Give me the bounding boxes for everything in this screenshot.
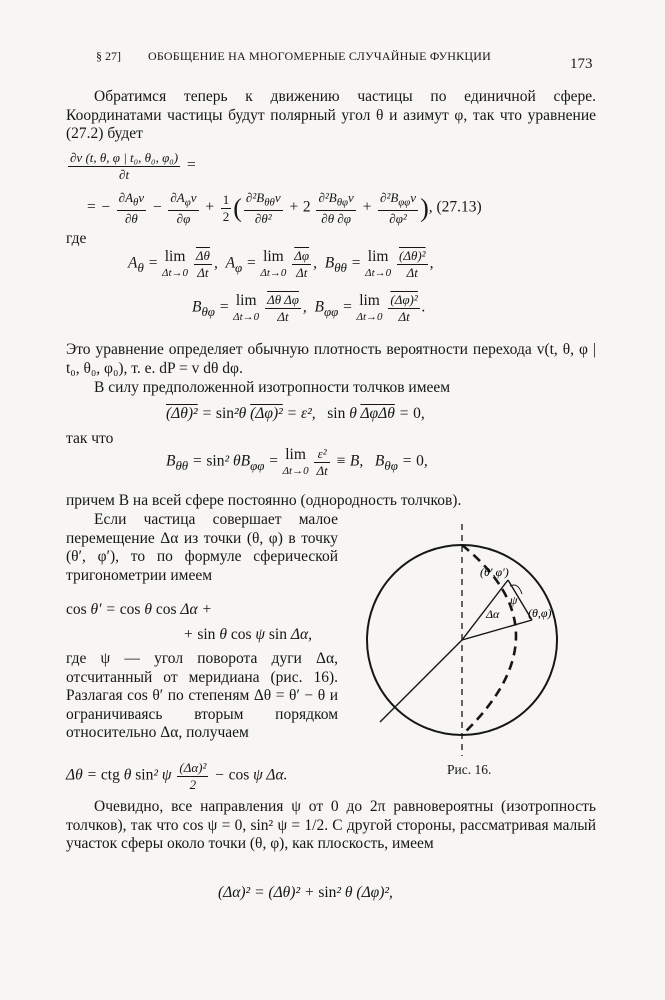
paragraph-directions: Очевидно, все направления ψ от 0 до 2π равновероятны (изотропность толчков), так что cos ψ = 0, sin² ψ = 1/2. С другой стороны, рассматривая малый участок сферы около точки (θ, φ), как плоскость, имеем (66, 798, 596, 853)
figure-16-sphere (340, 522, 600, 758)
paragraph-homogeneity: причем B на всей сфере постоянно (однородность толчков). (66, 492, 462, 509)
label-psi: ψ (510, 593, 518, 607)
phrase-so-that: так что (66, 430, 114, 447)
paragraph-isotropy: В силу предположенной изотропности толчков имеем (94, 379, 451, 396)
label-delta-alpha: Δα (486, 607, 500, 621)
equation-plane-approx: (Δα)² = (Δθ)² + sin² θ (Δφ)², (218, 884, 393, 901)
paragraph-density: Это уравнение определяет обычную плотность вероятности перехода v(t, θ, φ | t₀, θ₀, φ₀), т. е. dP = v dθ dφ. (66, 341, 596, 377)
equation-b-constant: $B_{\theta\theta} = \sin^2$ $\theta B_{\varphi\varphi}$ = lim Δt→0 $\frac{\text{ε²}}{\Delta t}$ ≡ B, $B_{\theta\varphi} = 0$, (166, 446, 428, 478)
figure-caption: Рис. 16. (447, 762, 492, 777)
equation-coefficients-1: $A_\theta$ = lim Δt→0 $\frac{\overline{\Delta\theta}}{\Delta t}$ , $A_\varphi$ = lim Δt→0 $\frac{\overline{\Delta\varphi}}{\Delta t}$ , $B_{\theta\theta}$ = lim Δt→0 $\frac{\text{(Δθ)²}}{\Delta t}$ , (128, 248, 434, 280)
equation-coefficients-2: $B_{\theta\varphi}$ = lim Δt→0 $\frac{\text{Δθ Δφ}}{\Delta t}$ , $B_{\varphi\varphi}$ = lim Δt→0 $\frac{\text{(Δφ)²}}{\Delta t}$ . (192, 292, 426, 324)
equation-27-13-lhs: $\frac{\text{∂v (t, θ, φ | t₀, θ₀, φ₀)}}{\partial t}$ = (70, 150, 197, 182)
equation-number: (27.13) (436, 198, 482, 216)
equation-spherical-trig-1: cos θ′ = cos θ cos Δα + (66, 601, 212, 618)
page-number: 173 (570, 56, 593, 72)
equation-delta-theta: Δθ = ctg θ sin² ψ $\frac{\text{(Δα)²}}{2}$ − cos ψ Δα. (66, 760, 288, 792)
word-where: где (66, 230, 87, 247)
radius-lower (380, 640, 462, 722)
label-theta-phi-prime: (θ′,φ′) (480, 565, 509, 579)
running-header-title: ОБОБЩЕНИЕ НА МНОГОМЕРНЫЕ СЛУЧАЙНЫЕ ФУНКЦИИ (148, 49, 491, 63)
paragraph-small-displacement: Если частица совершает малое перемещение Δα из точки (θ, φ) в точку (θ′, φ′), то по формуле сферической тригонометрии имеем (66, 511, 338, 584)
paragraph-expansion: где ψ — угол поворота дуги Δα, отсчитанный от меридиана (рис. 16). Разлагая cos θ′ по степеням Δθ = θ′ − θ и ограничиваясь вторым порядком относительно Δα, получаем (66, 650, 338, 742)
equation-spherical-trig-2: + sin θ cos ψ sin Δα, (183, 626, 312, 643)
radius-to-prime-point (462, 580, 508, 640)
label-theta-phi: (θ,φ) (528, 606, 552, 620)
radius-to-point (462, 620, 532, 640)
equation-isotropy: (Δθ)² = sin²θ (Δφ)² = ε², sin θ ΔφΔθ = 0, (166, 405, 425, 422)
running-header-section: § 27] (96, 49, 121, 63)
paragraph-intro: Обратимся теперь к движению частицы по единичной сфере. Координатами частицы будут полярный угол θ и азимут φ, так что уравнение (27.2) будет (66, 88, 596, 143)
equation-27-13-rhs: = − $\frac{\partial A_\theta v}{\partial\theta}$ − $\frac{\partial A_\varphi v}{\partial\varphi}$ + $\frac{1}{2}$ ( $\frac{\partial^2B_{\theta\theta}v}{\text{∂θ²}}$ + 2 $\frac{\partial^2B_{\theta\varphi}v}{\partial\theta \partial\varphi}$ + $\frac{\partial^2B_{\varphi\varphi}v}{\text{∂φ²}}$ ), (27.13) (86, 190, 482, 226)
